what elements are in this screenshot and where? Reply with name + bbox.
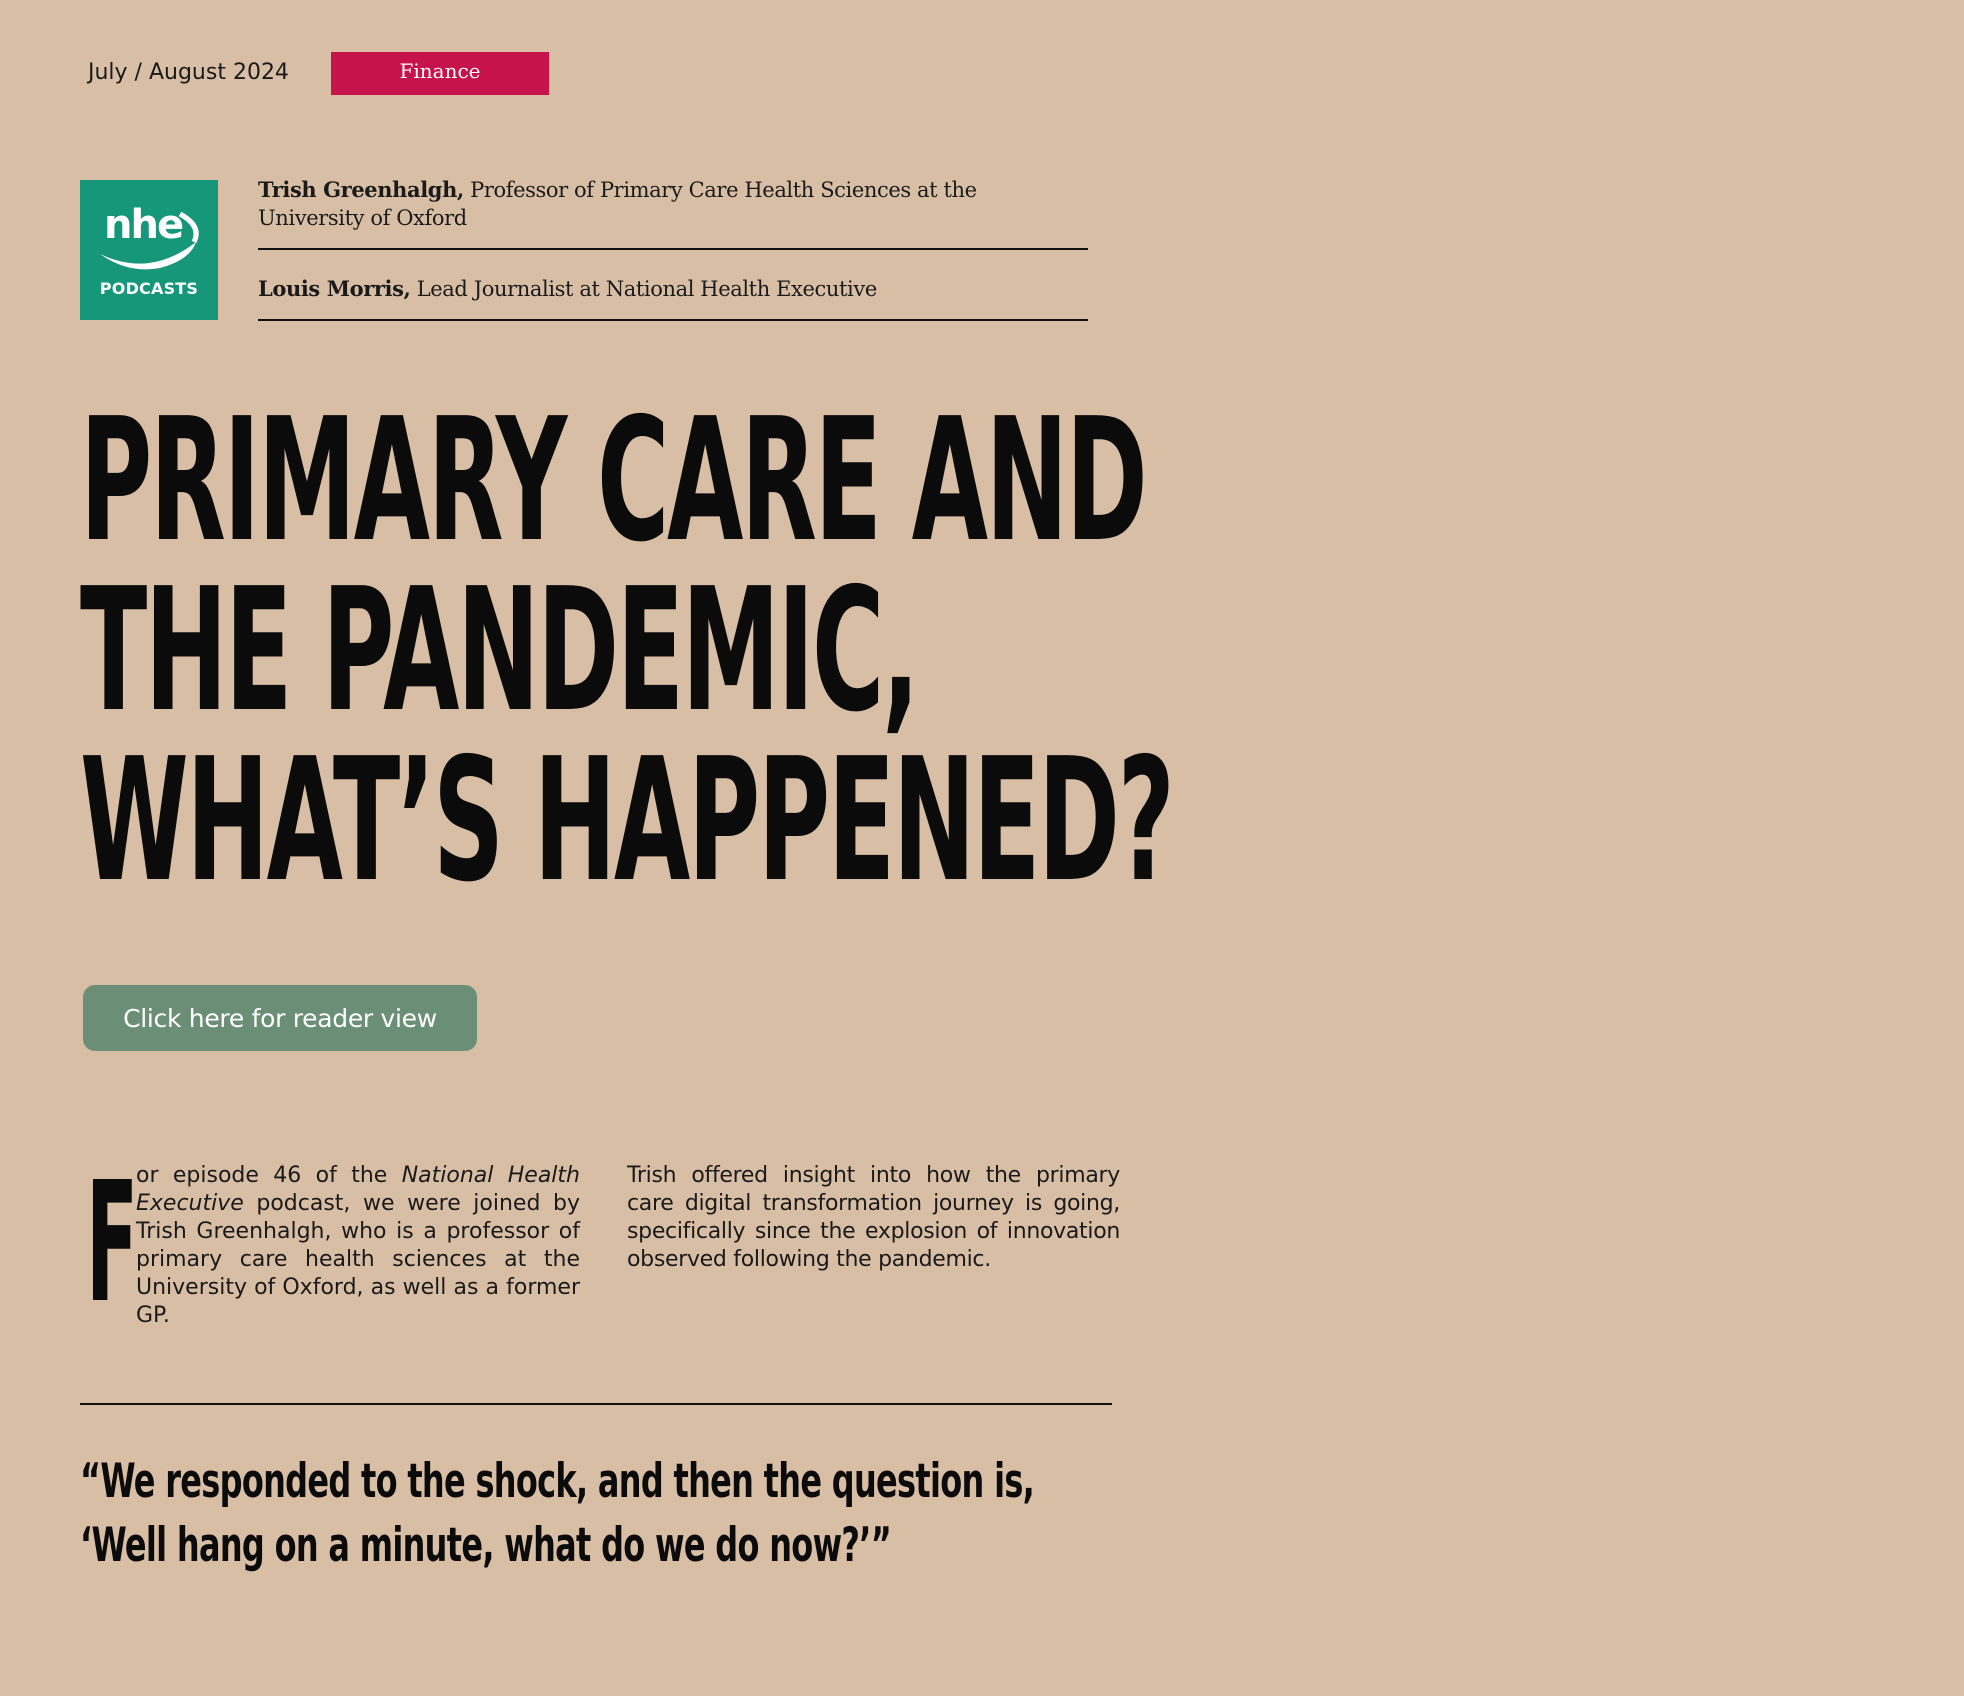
headline-line: THE PANDEMIC, bbox=[80, 552, 918, 750]
reader-view-button[interactable]: Click here for reader view bbox=[83, 985, 477, 1051]
pull-quote bbox=[80, 1450, 1483, 1578]
byline-author-2 bbox=[258, 275, 1088, 303]
byline-role: Professor of Primary Care Health Sciences at the University of Oxford bbox=[258, 178, 977, 230]
headline-line: PRIMARY CARE AND bbox=[80, 382, 1146, 580]
body-column-1: or episode 46 of the National Health Executive podcast, we were joined by Trish Greenhalgh, who is a professor of primary care health sciences at the University of Oxford, as well as a former GP. bbox=[136, 1163, 580, 1328]
divider bbox=[258, 319, 1088, 321]
divider bbox=[258, 248, 1088, 250]
byline-name: Trish Greenhalgh, bbox=[258, 177, 464, 202]
issue-date: July / August 2024 bbox=[88, 60, 289, 85]
publication-name: National Health Executive bbox=[136, 1163, 580, 1216]
article-headline bbox=[80, 382, 1964, 920]
divider bbox=[80, 1403, 1112, 1405]
nhe-podcasts-logo bbox=[80, 180, 218, 320]
headline-line: WHAT’S HAPPENED? bbox=[80, 722, 1173, 920]
byline-role: Lead Journalist at National Health Executive bbox=[410, 277, 877, 301]
section-tag[interactable]: Finance bbox=[331, 52, 549, 95]
byline-name: Louis Morris, bbox=[258, 276, 411, 301]
quote-line: ‘Well hang on a minute, what do we do now?’” bbox=[80, 1518, 892, 1573]
quote-line: “We responded to the shock, and then the question is, bbox=[80, 1454, 1035, 1509]
logo-swoosh-icon bbox=[80, 180, 218, 320]
drop-cap: F bbox=[86, 1147, 139, 1340]
byline-author-1 bbox=[258, 176, 1088, 232]
logo-brand: nhe bbox=[104, 202, 183, 248]
logo-subtitle: PODCASTS bbox=[99, 279, 199, 298]
body-column-2: Trish offered insight into how the primary care digital transformation journey is going, specifically since the explosion of innovation observed following the pandemic. bbox=[627, 1163, 1120, 1272]
